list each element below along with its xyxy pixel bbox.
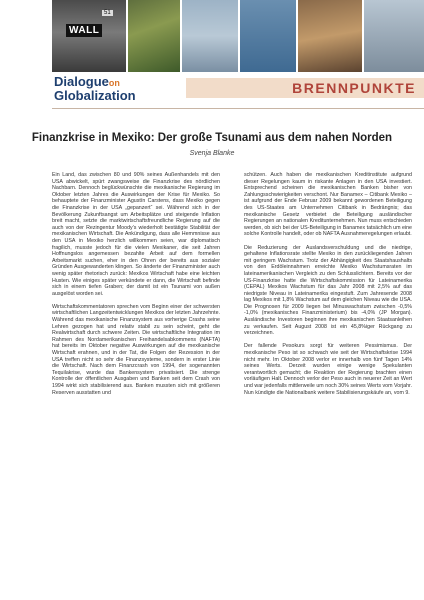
logo-line2: Globalization bbox=[54, 88, 136, 103]
street-number-sign: 51 bbox=[104, 10, 111, 16]
paragraph: Wirtschaftskommentatoren sprechen vom Beginn einer der schwersten wirtschaftlichen Langzeitentwicklungen Mexikos der letzten Jahrzehnte. Während das mexikanische Finanzsystem aus vorherige Crashs seine Lehren gezogen hat und relativ stabil zu sein scheint, geht die Realwirtschaft durch schwere Zeiten. Die wirtschaftliche Integration im Rahmen des Nordamerikanischen Freihandelsabkommens (NAFTA) hat bereits im Oktober negative Auswirkungen auf die mexikanische Wirtschaft erahnen, und in der Tat, die Folgen der Rezession in der USA treffen nicht so sehr die Finanzsysteme, sondern in erster Linie die Wirtschaft. Nach dem Finanzcrash von 1994, der sogenannten Tequilakrise, wurde das Bankensystem privatisiert. Die strenge Kontrolle der öffentlichen Ausgaben und Banken seit dem Crash von 1994 wirkt sich stabilisierend aus. Banken mussten sich mit größeren Reserven ausstatten und bbox=[52, 303, 220, 396]
article-author: Svenja Blanke bbox=[189, 150, 235, 157]
paragraph: Die Reduzierung der Auslandsverschuldung und die niedrige, gehaltene Inflationsrate stellte Mexiko in den zurückliegenden Jahren mit geringem Wachstum. Trotz der Abhängigkeit des Staatshaushalts von den Erdöleinnahmen erreichte Mexiko Wachstumsraten im lateinamerikanischen Vergleich zu den Schlusslichtern. Bereits vor der US-Finanzkrise hatte die Wirtschaftskommission für Lateinamerika (CEPAL) Mexikos Wachstum für das Jahr 2008 mit 2,5% auf das niedrigste Niveau in Lateinamerika eingestuft. Zum Jahresende 2008 lag Mexikos mit 1,8% Wachstum auf dem gleichen Niveau wie die USA. Die Prognosen für 2009 liegen bei Minuswachstum zwischen -0,5% -1,0% (mexikanisches Finanzministerium) bis -4,0% (JP Morgan). Ausländische Investoren beginnen ihre mexikanischen Staatsanleihen zu verkaufen. Seit August 2008 ist ein 45,8%iger Rückgang zu verzeichnen. bbox=[244, 244, 412, 337]
left-column bbox=[52, 172, 220, 403]
article-title: Finanzkrise in Mexiko: Der große Tsunami aus dem nahen Norden bbox=[31, 132, 393, 144]
paragraph: Ein Land, das zwischen 80 und 90% seines Außenhandels mit den USA abwickelt, spürt zwangsweise die Finanzkrise des nördlichen Nachbarn. Dennoch beglückwünschte die mexikanische Regierung im Oktober letzten Jahres die Auswirkungen der Krise für Mexiko. So behauptete der Finanzminister Agustín Carstens, dass Mexiko gegen die Finanzkrise in der USA „gepanzert“ sei. Während sich in der Bevölkerung Zukunftsangst um Arbeitsplätze und steigende Inflation breit macht, setzte die marktwirtschaftsfreundliche Regierung auf die auch von der Rezingentur Moody’s wiederholt bestätigte Stabilität der mexikanischen Wirtschaft. Die Ankündigung, dass alle Hemmnisse aus den USA in Mexiko herzlich willkommen seien, war diplomatisch fragilich, musste jedoch für die vielen Mexikaner, die seit Jahren Hoffnungslos angemessen bezahlte Arbeit auf dem formellen Arbeitsmarkt suchen, eher in den Ohren der bereits aus sozialer Gründen Ausgewanderten klingen. So änderte der Finanzminister auch wenig später rhetorisch zurück: Mexikos Wirtschaft habe eine leichten Husten. Wie einiges später verkündete er dann, die Wirtschaft befinde sich in einem tiefen Graben; der damit ist ein Tsunami von außen ausgelöst worden sei. bbox=[52, 172, 220, 297]
field-workers-photo bbox=[128, 0, 180, 72]
logo-on: on bbox=[108, 78, 120, 88]
un-flag-photo bbox=[240, 0, 296, 72]
paragraph: Der fallende Pesokurs sorgt für weiteren Pessimismus. Der mexikanische Peso ist so schwach wie seit der Wirtschaftskrise 1994 nicht mehr. Im Oktober 2008 verlor er innerhalb von fünf Tagen 14% seines Werts. Derzeit wurden einige wenige Spekulanten verantwortlich gemacht; die Reaktion der Regierung brachten einen vorläufigen Halt. Dennoch verlor der Peso auch in neuerer Zeit an Wert und war jedenfalls mittlerweile um noch 30% seines Werts vom Vorjahr. Nun kündigte die Nationalbank weitere Stabilisierungskäufe an, vom 9. bbox=[244, 343, 412, 396]
right-column bbox=[244, 172, 412, 403]
header-divider bbox=[52, 108, 424, 109]
building-photo bbox=[182, 0, 238, 72]
wall-street-photo bbox=[52, 0, 126, 72]
series-title: BRENNPUNKTE bbox=[292, 80, 416, 96]
wall-street-sign: WALL bbox=[66, 24, 102, 37]
market-photo bbox=[298, 0, 362, 72]
paragraph: schützen. Auch haben die mexikanischen Kreditinstitute aufgrund dieser Regelungen kaum in riskante Anlagen in den USA investiert. Entsprechend scheinen die mexikanischen Banken bisher von Zahlungsschwierigkeiten verschont. Nur Banamex – Citibank Mexiko – ist aufgrund der Ende Februar 2009 bekannt gewordenen Beteiligung des US-Staates am Unternehmen Citibank in Bedrängnis; das mexikanische Gesetz verbietet die Beteiligung ausländischer Regierungen an nationalen Kreditunternehmen. Nun muss entschieden werden, ob sich bei der US-Beteiligung in Banamex tatsächlich um eine solche Kontrolle handelt, oder ob NAFTA Ausnahmeregelungen erlaubt. bbox=[244, 172, 412, 238]
dialogue-logo bbox=[52, 72, 184, 104]
header-banner bbox=[52, 0, 424, 104]
city-photo bbox=[364, 0, 424, 72]
logo-line1: Dialogueon bbox=[54, 74, 120, 89]
